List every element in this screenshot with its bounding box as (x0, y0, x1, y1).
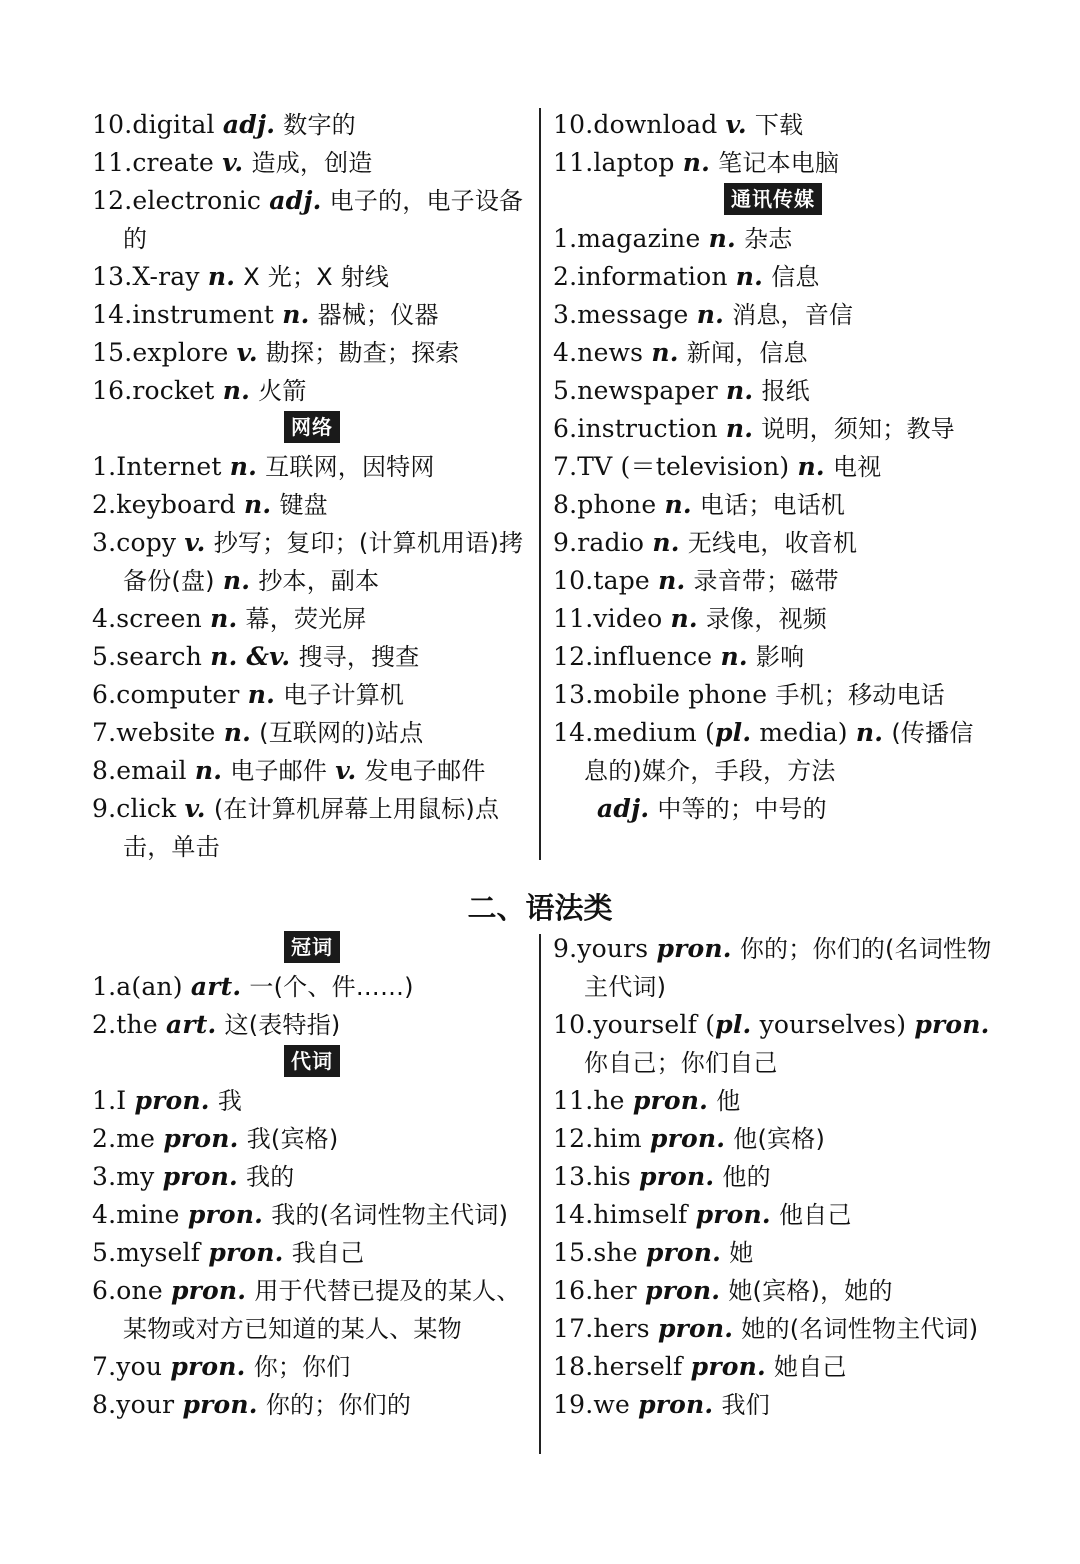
vocab-word: X-ray (132, 262, 200, 291)
vocab-meaning: 他的 (722, 1163, 771, 1191)
vocab-meaning: 你；你们 (253, 1353, 351, 1381)
vocab-entry (92, 676, 532, 714)
vocab-word: TV (＝television) (577, 452, 790, 481)
vocab-num: 14. (92, 300, 133, 329)
vocab-word: click (116, 794, 177, 823)
vocab-pos: n. (194, 756, 223, 785)
vocab-pos: v. (184, 528, 206, 557)
vocab-meaning: 这(表特指) (224, 1011, 341, 1039)
vocab-word: video (593, 604, 663, 633)
vocab-pos: pron. (632, 1086, 709, 1115)
vocab-entry (92, 1196, 532, 1234)
vocab-meaning: 你的；你们的(名词性物主代词) (584, 935, 992, 1001)
vocab-pos: pron. (914, 1010, 990, 1039)
vocab-pos: n. (210, 604, 238, 633)
vocab-pos: pron. (658, 1314, 734, 1343)
vocab-entry (553, 372, 993, 410)
vocab-meaning: 你的；你们的 (265, 1391, 412, 1419)
vocab-entry (92, 1006, 532, 1044)
vocab-word: we (593, 1390, 630, 1419)
vocab-entry (553, 258, 993, 296)
vocab-entry (92, 1234, 532, 1272)
vocab-pos: n. (207, 262, 236, 291)
vocab-entry (92, 790, 532, 866)
vocab-meaning: X 光；X 射线 (243, 263, 390, 291)
vocab-meaning: 发电子邮件 (364, 757, 486, 785)
vocab-num: 5. (553, 376, 578, 405)
vocab-word: hers (593, 1314, 650, 1343)
vocab-pos: pl. (715, 1010, 752, 1039)
vocab-entry (553, 296, 993, 334)
vocab-meaning: 录音带；磁带 (693, 567, 839, 595)
vocab-num: 10. (553, 1010, 594, 1039)
vocab-entry (553, 562, 993, 600)
vocab-entry (553, 220, 993, 258)
vocab-pos: v. (335, 756, 357, 785)
vocab-num: 9. (553, 528, 578, 557)
vocab-word: instrument (132, 300, 275, 329)
vocab-meaning: 他自己 (778, 1201, 852, 1229)
category-network-label: 网络 (92, 410, 532, 448)
vocab-meaning: 火箭 (258, 377, 307, 405)
vocab-entry (553, 676, 993, 714)
vocab-word: email (116, 756, 187, 785)
vocab-word: she (593, 1238, 638, 1267)
vocab-meaning: 勘探；勘查；探索 (265, 339, 460, 367)
vocab-entry (553, 448, 993, 486)
vocab-word: download (593, 110, 718, 139)
vocab-entry (92, 968, 532, 1006)
vocab-entry (92, 448, 532, 486)
vocab-pos: n. (229, 452, 258, 481)
vocab-entry (553, 1272, 993, 1310)
vocab-word: myself (116, 1238, 201, 1267)
vocab-num: 6. (553, 414, 578, 443)
vocab-meaning: 电话；电话机 (699, 491, 846, 519)
vocab-pos: pron. (645, 1238, 722, 1267)
vocab-pos: n. (223, 718, 251, 747)
vocab-word: himself (593, 1200, 688, 1229)
vocab-meaning: 影响 (755, 643, 805, 671)
vocab-pos: pron. (656, 934, 732, 963)
vocab-word: digital (132, 110, 215, 139)
vocab-meaning: 抄本，副本 (258, 567, 380, 595)
vocab-entry (92, 106, 532, 144)
vocab-entry (92, 638, 532, 676)
vocab-meaning: 一(个、件……) (249, 973, 414, 1001)
vocab-pos: n. (664, 490, 692, 519)
vocab-entry (553, 1348, 993, 1386)
vocab-word: magazine (577, 224, 701, 253)
vocab-pos: v. (725, 110, 747, 139)
vocab-word: he (593, 1086, 625, 1115)
vocab-word: my (116, 1162, 155, 1191)
vocab-list-media (553, 220, 993, 714)
vocab-meaning: 互联网，因特网 (265, 453, 435, 481)
vocab-pos: adj. (222, 110, 276, 139)
vocab-num: 9. (553, 934, 578, 963)
category-article-label: 冠词 (92, 930, 532, 968)
vocab-num: 4. (553, 338, 578, 367)
vocab-meaning: 她 (729, 1239, 754, 1267)
vocab-entry (92, 714, 532, 752)
vocab-meaning: 新闻，信息 (686, 339, 808, 367)
vocab-num: 5. (92, 1238, 117, 1267)
vocab-meaning: 我的 (246, 1163, 295, 1191)
vocab-pos: n. (651, 338, 679, 367)
vocab-meaning: 她的(名词性物主代词) (741, 1315, 979, 1343)
vocab-num: 6. (92, 680, 117, 709)
vocab-word: me (116, 1124, 156, 1153)
vocab-num: 18. (553, 1352, 594, 1381)
vocab-meaning: 我的(名词性物主代词) (271, 1201, 509, 1229)
vocab-entry (553, 524, 993, 562)
vocab-meaning: 搜寻，搜查 (298, 643, 420, 671)
vocab-meaning: (在计算机屏幕上用鼠标)点击，单击 (123, 795, 500, 861)
vocab-num: 16. (553, 1276, 594, 1305)
vocab-word: phone (577, 490, 657, 519)
vocab-meaning: 电子邮件 (230, 757, 328, 785)
vocab-meaning: 信息 (771, 263, 820, 291)
vocab-meaning: 手机；移动电话 (775, 681, 945, 709)
column-divider-top (539, 108, 541, 860)
category-pronoun-label: 代词 (92, 1044, 532, 1082)
vocab-num: 1. (92, 1086, 117, 1115)
vocab-entry (553, 1158, 993, 1196)
vocab-entry (553, 1196, 993, 1234)
vocab-num: 10. (553, 110, 594, 139)
vocab-meaning: 造成，创造 (251, 149, 373, 177)
vocab-num: 12. (92, 186, 133, 215)
vocab-num: 4. (92, 604, 117, 633)
vocab-pos: pron. (639, 1162, 715, 1191)
vocab-pos: v. (236, 338, 258, 367)
vocab-meaning: 数字的 (283, 111, 356, 139)
vocab-num: 2. (92, 1124, 117, 1153)
vocab-entry (92, 1082, 532, 1120)
vocab-word: one (116, 1276, 163, 1305)
vocab-entry (553, 930, 993, 1006)
vocab-meaning: (互联网的)站点 (259, 719, 424, 747)
vocab-pos: adj. (269, 186, 322, 215)
vocab-word: you (116, 1352, 163, 1381)
vocab-word: I (116, 1086, 127, 1115)
vocab-num: 9. (92, 794, 117, 823)
vocab-num: 8. (92, 756, 117, 785)
vocab-entry (92, 600, 532, 638)
vocab-num: 8. (92, 1390, 117, 1419)
bottom-right-column (553, 930, 993, 1424)
vocab-word: explore (132, 338, 229, 367)
vocab-word: search (116, 642, 203, 671)
vocab-entry (553, 1006, 993, 1082)
vocab-pos: n. (708, 224, 736, 253)
vocab-entry (553, 106, 993, 144)
vocab-word: newspaper (577, 376, 718, 405)
vocab-pos: pron. (163, 1124, 239, 1153)
vocab-list-article (92, 968, 532, 1044)
vocab-pos: n. (725, 414, 754, 443)
vocab-pos: n. (696, 300, 724, 329)
vocab-entry (92, 334, 532, 372)
vocab-meaning: 他(宾格) (733, 1125, 826, 1153)
vocab-pos: pron. (162, 1162, 238, 1191)
vocab-num: 1. (92, 452, 117, 481)
vocab-word: his (593, 1162, 631, 1191)
vocab-list-top-left (92, 106, 532, 410)
vocab-entry (92, 486, 532, 524)
vocab-meaning: 杂志 (744, 225, 793, 253)
vocab-entry (92, 524, 532, 600)
vocab-meaning: 消息，音信 (732, 301, 854, 329)
vocab-meaning: 我(宾格) (246, 1125, 339, 1153)
vocab-num: 15. (92, 338, 133, 367)
vocab-pos: n. (247, 680, 275, 709)
vocab-pos: pron. (644, 1276, 721, 1305)
vocab-word: influence (593, 642, 713, 671)
vocab-entry (553, 1082, 993, 1120)
top-right-column (553, 106, 993, 828)
vocab-word: her (593, 1276, 637, 1305)
vocab-num: 11. (553, 604, 594, 633)
vocab-pos: pron. (690, 1352, 766, 1381)
vocab-pos: pron. (170, 1276, 247, 1305)
vocab-num: 19. (553, 1390, 594, 1419)
vocab-pos: n. (726, 376, 754, 405)
vocab-num: 7. (92, 1352, 117, 1381)
vocab-meaning: 器械；仪器 (317, 301, 439, 329)
vocab-num: 3. (553, 300, 578, 329)
vocab-entry (92, 1120, 532, 1158)
vocab-entry (553, 1386, 993, 1424)
vocab-word: yourselves) (759, 1010, 907, 1039)
vocab-entry (92, 1272, 532, 1348)
vocab-meaning: 电子的，电子设备的 (123, 187, 524, 253)
vocab-meaning: 录像，视频 (705, 605, 827, 633)
vocab-pos: n. (682, 148, 711, 177)
vocab-pos: pron. (170, 1352, 246, 1381)
vocab-entry (92, 1386, 532, 1424)
column-divider-bottom (539, 934, 541, 1454)
vocab-num: 12. (553, 642, 594, 671)
vocab-meaning: 键盘 (279, 491, 328, 519)
vocab-entry (92, 752, 532, 790)
vocab-word: rocket (132, 376, 215, 405)
vocab-num: 11. (553, 148, 594, 177)
vocab-entry (92, 144, 532, 182)
vocab-pos: n. (222, 566, 251, 595)
vocab-num: 16. (92, 376, 133, 405)
vocab-num: 2. (553, 262, 578, 291)
vocab-num: 4. (92, 1200, 117, 1229)
vocab-num: 1. (92, 972, 117, 1001)
vocab-pos: pron. (649, 1124, 726, 1153)
vocab-pos: pron. (208, 1238, 284, 1267)
vocab-pos: n. (735, 262, 764, 291)
vocab-entry (553, 334, 993, 372)
vocab-pos: pron. (187, 1200, 264, 1229)
vocab-word: computer (116, 680, 240, 709)
vocab-meaning: 下载 (754, 111, 804, 139)
vocab-word: mine (116, 1200, 180, 1229)
vocab-num: 11. (92, 148, 133, 177)
vocab-pos: n. &v. (210, 642, 291, 671)
vocab-word: news (577, 338, 644, 367)
vocab-meaning: 用于代替已提及的某人、某物或对方已知道的某人、某物 (123, 1277, 521, 1343)
vocab-word: a(an) (116, 972, 183, 1001)
vocab-entry-medium-adj: adj. 中等的；中号的 (597, 794, 827, 823)
vocab-pos: n. (282, 300, 310, 329)
vocab-pos: pron. (134, 1086, 210, 1115)
vocab-pos: n. (670, 604, 698, 633)
category-media-label: 通讯传媒 (553, 182, 993, 220)
vocab-num: 12. (553, 1124, 594, 1153)
vocab-meaning: 我 (217, 1087, 243, 1115)
vocab-entry (553, 486, 993, 524)
vocab-list-network (92, 448, 532, 866)
vocab-word: him (593, 1124, 642, 1153)
vocab-meaning: 她(宾格)，她的 (728, 1277, 893, 1305)
vocab-meaning: 电视 (832, 453, 882, 481)
vocab-pos: n. (652, 528, 680, 557)
bottom-left-column (92, 930, 532, 1424)
vocab-entry (553, 410, 993, 448)
vocab-meaning: 抄写；复印；(计算机用语)拷备份(盘) (123, 529, 524, 595)
vocab-word: create (132, 148, 215, 177)
vocab-meaning: 电子计算机 (283, 681, 405, 709)
vocab-word: the (116, 1010, 158, 1039)
vocab-pos: art. (190, 972, 242, 1001)
vocab-word: screen (116, 604, 202, 633)
vocab-num: 10. (92, 110, 133, 139)
vocab-word: website (116, 718, 216, 747)
vocab-num: 2. (92, 1010, 117, 1039)
vocab-pos: v. (184, 794, 206, 823)
vocab-entry (92, 258, 532, 296)
vocab-pos: n. (222, 376, 250, 405)
vocab-entry (553, 144, 993, 182)
vocab-entry (92, 1158, 532, 1196)
vocab-meaning: 她自己 (774, 1353, 847, 1381)
vocab-pos: pron. (182, 1390, 258, 1419)
vocab-entry (553, 638, 993, 676)
vocab-num: 11. (553, 1086, 594, 1115)
vocab-meaning: 他 (716, 1087, 741, 1115)
vocab-num: 5. (92, 642, 117, 671)
vocab-num: 7. (92, 718, 117, 747)
vocab-meaning: 说明，须知；教导 (761, 415, 955, 443)
vocab-meaning: 笔记本电脑 (718, 149, 840, 177)
vocab-entry (92, 296, 532, 334)
vocab-pos: pron. (638, 1390, 714, 1419)
vocab-word: copy (116, 528, 177, 557)
section-title: 二、语法类 (467, 891, 613, 925)
vocab-num: 8. (553, 490, 578, 519)
top-left-column (92, 106, 532, 866)
vocab-pos: n. (720, 642, 748, 671)
vocab-word: mobile phone (593, 680, 768, 709)
vocab-pos: n. (658, 566, 686, 595)
vocab-word: laptop (593, 148, 675, 177)
vocab-list-pronoun-left (92, 1082, 532, 1424)
vocab-word: yours (577, 934, 649, 963)
vocab-word: radio (577, 528, 645, 557)
vocab-num: 3. (92, 528, 117, 557)
vocab-word: message (577, 300, 689, 329)
vocab-word: electronic (132, 186, 262, 215)
vocab-word: herself (593, 1352, 683, 1381)
vocab-word: Internet (116, 452, 222, 481)
vocab-num: 1. (553, 224, 578, 253)
vocab-pos: n. (244, 490, 272, 519)
vocab-num: 6. (92, 1276, 117, 1305)
vocab-list-top-right (553, 106, 993, 182)
vocab-entry-medium: 14.medium (pl. media) n. (传播信息的)媒介，手段，方法 (553, 718, 974, 785)
vocab-pos: art. (165, 1010, 217, 1039)
vocab-pos: n. (797, 452, 825, 481)
vocab-entry (92, 1348, 532, 1386)
vocab-meaning: 你自己；你们自己 (584, 1049, 778, 1077)
vocab-list-pronoun-right (553, 930, 993, 1424)
vocab-entry (92, 372, 532, 410)
vocab-entry (553, 1310, 993, 1348)
vocab-entry (553, 600, 993, 638)
vocab-pos: pron. (695, 1200, 771, 1229)
vocab-pos: v. (222, 148, 244, 177)
vocab-word: information (577, 262, 728, 291)
vocab-num: 10. (553, 566, 594, 595)
vocab-num: 7. (553, 452, 578, 481)
vocab-word: your (116, 1390, 175, 1419)
vocab-word: tape (593, 566, 650, 595)
vocab-meaning: 我自己 (291, 1239, 365, 1267)
vocab-num: 13. (553, 1162, 594, 1191)
vocab-num: 14. (553, 1200, 594, 1229)
vocab-word: keyboard (116, 490, 236, 519)
vocab-num: 13. (553, 680, 594, 709)
vocab-entry (92, 182, 532, 258)
vocab-meaning: 幕，荧光屏 (245, 605, 367, 633)
vocab-meaning: 我们 (721, 1391, 770, 1419)
vocab-word: yourself ( (593, 1010, 716, 1039)
vocab-num: 17. (553, 1314, 594, 1343)
vocab-word: instruction (577, 414, 718, 443)
vocab-meaning: 无线电，收音机 (687, 529, 858, 557)
vocab-num: 3. (92, 1162, 117, 1191)
vocab-entry (553, 1234, 993, 1272)
vocab-entry (553, 1120, 993, 1158)
vocab-num: 15. (553, 1238, 594, 1267)
vocab-meaning: 报纸 (761, 377, 810, 405)
vocab-num: 2. (92, 490, 117, 519)
vocab-num: 13. (92, 262, 133, 291)
